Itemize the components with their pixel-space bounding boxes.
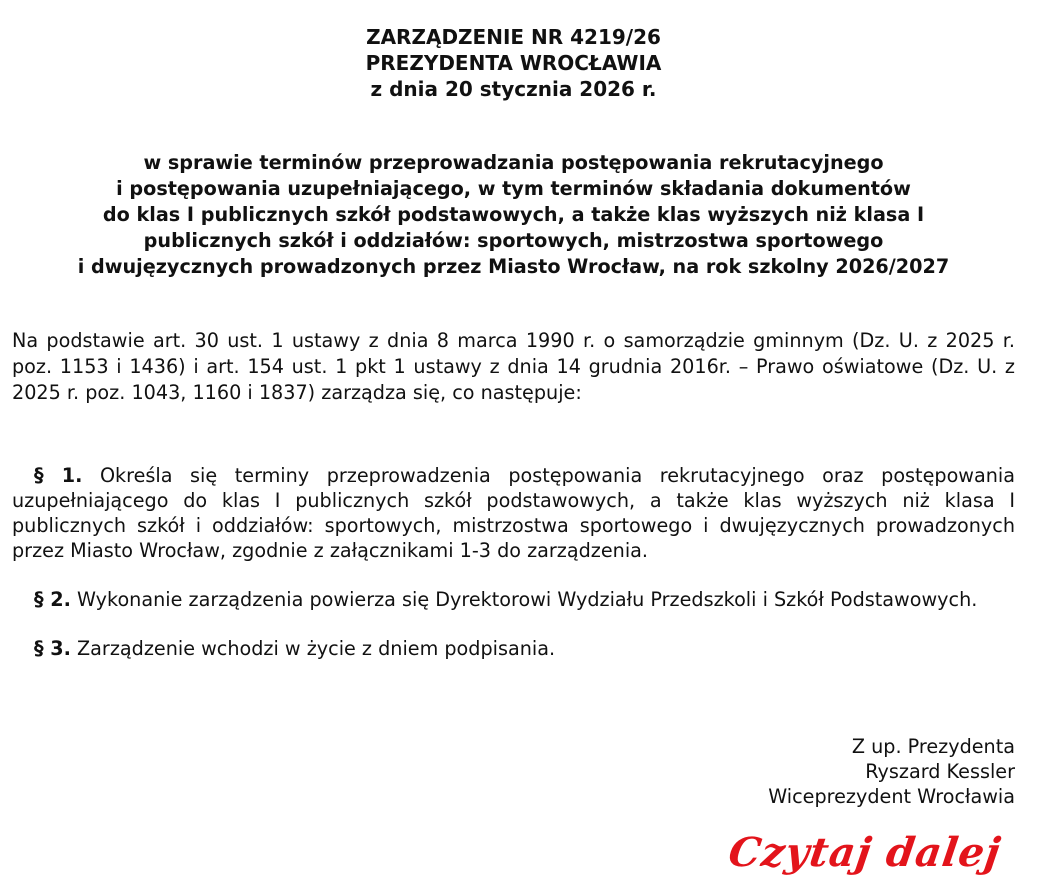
paragraph-symbol: § 1. (34, 464, 83, 487)
decree-date: z dnia 20 stycznia 2026 r. (370, 77, 657, 101)
paragraph-3 (12, 636, 1015, 661)
paragraph-text: Zarządzenie wchodzi w życie z dniem podpisania. (77, 637, 556, 660)
paragraph-text: Określa się terminy przeprowadzenia postępowania rekrutacyjnego oraz postępowania uzupełniającego do klas I publicznych szkół podstawowych, a także klas wyższych niż klasa I publicznych szkół i oddziałów: sportowych, mistrzostwa sportowego i dwujęzycznych prowadzonych przez Miasto Wrocław, zgodnie z załącznikami 1-3 do zarządzenia. (12, 464, 1016, 562)
decree-number: ZARZĄDZENIE NR 4219/26 (366, 25, 661, 49)
read-more-link[interactable]: Czytaj dalej (726, 829, 1005, 876)
legal-basis: Na podstawie art. 30 ust. 1 ustawy z dnia 8 marca 1990 r. o samorządzie gminnym (Dz. U. z 2025 r. poz. 1153 i 1436) i art. 154 ust. 1 pkt 1 ustawy z dnia 14 grudnia 2016r. – Prawo oświatowe (Dz. U. z 2025 r. poz. 1043, 1160 i 1837) zarządza się, co następuje: (12, 329, 1015, 404)
document-page (12, 24, 1015, 661)
signature-authority: Z up. Prezydenta (851, 735, 1015, 758)
signature-block (768, 734, 1015, 809)
signature-title: Wiceprezydent Wrocławia (768, 785, 1015, 808)
subject-line: do klas I publicznych szkół podstawowych, a także klas wyższych niż klasa I (102, 203, 925, 226)
paragraph-1 (12, 463, 1015, 563)
subject-line: w sprawie terminów przeprowadzania postępowania rekrutacyjnego (143, 151, 884, 174)
paragraph-symbol: § 3. (34, 637, 71, 660)
subject-line: publicznych szkół i oddziałów: sportowych, mistrzostwa sportowego (143, 229, 884, 252)
decree-issuer: PREZYDENTA WROCŁAWIA (365, 51, 662, 75)
paragraph-text: Wykonanie zarządzenia powierza się Dyrektorowi Wydziału Przedszkoli i Szkół Podstawowych. (77, 588, 978, 611)
subject-line: i dwujęzycznych prowadzonych przez Miasto Wrocław, na rok szkolny 2026/2027 (77, 255, 950, 278)
paragraph-2 (12, 587, 1015, 612)
subject-line: i postępowania uzupełniającego, w tym terminów składania dokumentów (116, 177, 911, 200)
signature-name: Ryszard Kessler (865, 760, 1015, 783)
document-header (12, 24, 1015, 102)
decree-subject (12, 150, 1015, 280)
paragraph-symbol: § 2. (34, 588, 71, 611)
